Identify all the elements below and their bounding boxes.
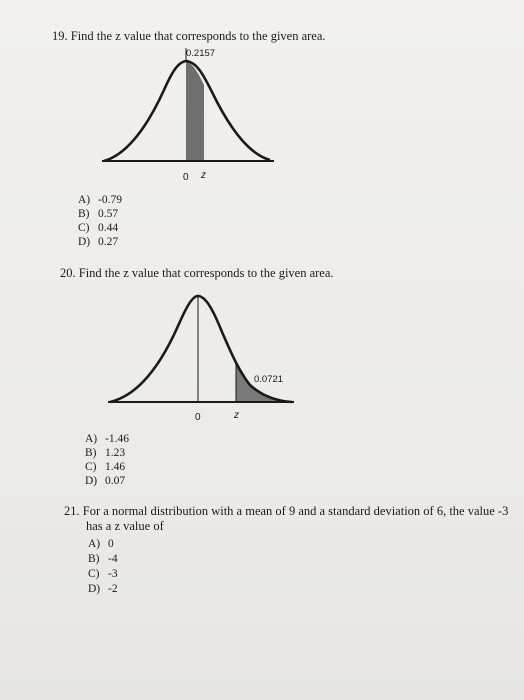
- q21-option-c[interactable]: C) -3: [88, 568, 118, 580]
- q19-option-b[interactable]: B) 0.57: [78, 208, 119, 220]
- q20-axis-zero: 0: [195, 412, 201, 423]
- q19-option-d[interactable]: D) 0.27: [78, 236, 119, 248]
- question-21-prompt: [64, 504, 520, 519]
- q19-option-c[interactable]: C) 0.44: [78, 222, 119, 234]
- q20-option-a[interactable]: A) -1.46: [85, 433, 129, 445]
- question-20-text: Find the z value that corresponds to the given area.: [78, 266, 334, 280]
- q20-area-label: 0.0721: [254, 374, 284, 385]
- q19-axis-zero: 0: [183, 172, 189, 183]
- q21-option-b[interactable]: B) -4: [88, 553, 118, 565]
- question-19-text: Find the z value that corresponds to the given area.: [70, 29, 326, 43]
- question-21-number: 21.: [64, 504, 80, 518]
- q20-bell-curve: [110, 296, 292, 402]
- q19-area-label: 0.2157: [186, 48, 216, 59]
- q21-option-d[interactable]: D) -2: [88, 583, 118, 595]
- question-21-text-line1: For a normal distribution with a mean of 9 and a standard deviation of 6, the value -3: [82, 504, 509, 518]
- q20-option-b[interactable]: B) 1.23: [85, 447, 126, 459]
- q20-axis-z: z: [234, 410, 239, 421]
- question-20-number: 20.: [60, 266, 76, 280]
- question-21-prompt-line2: has a z value of: [86, 519, 164, 533]
- q20-option-c[interactable]: C) 1.46: [85, 461, 126, 473]
- q19-axis-z: z: [201, 170, 206, 181]
- q20-option-d[interactable]: D) 0.07: [85, 475, 126, 487]
- q19-option-a[interactable]: A) -0.79: [78, 194, 122, 206]
- q21-option-a[interactable]: A) 0: [88, 538, 114, 550]
- question-19-number: 19.: [52, 29, 68, 43]
